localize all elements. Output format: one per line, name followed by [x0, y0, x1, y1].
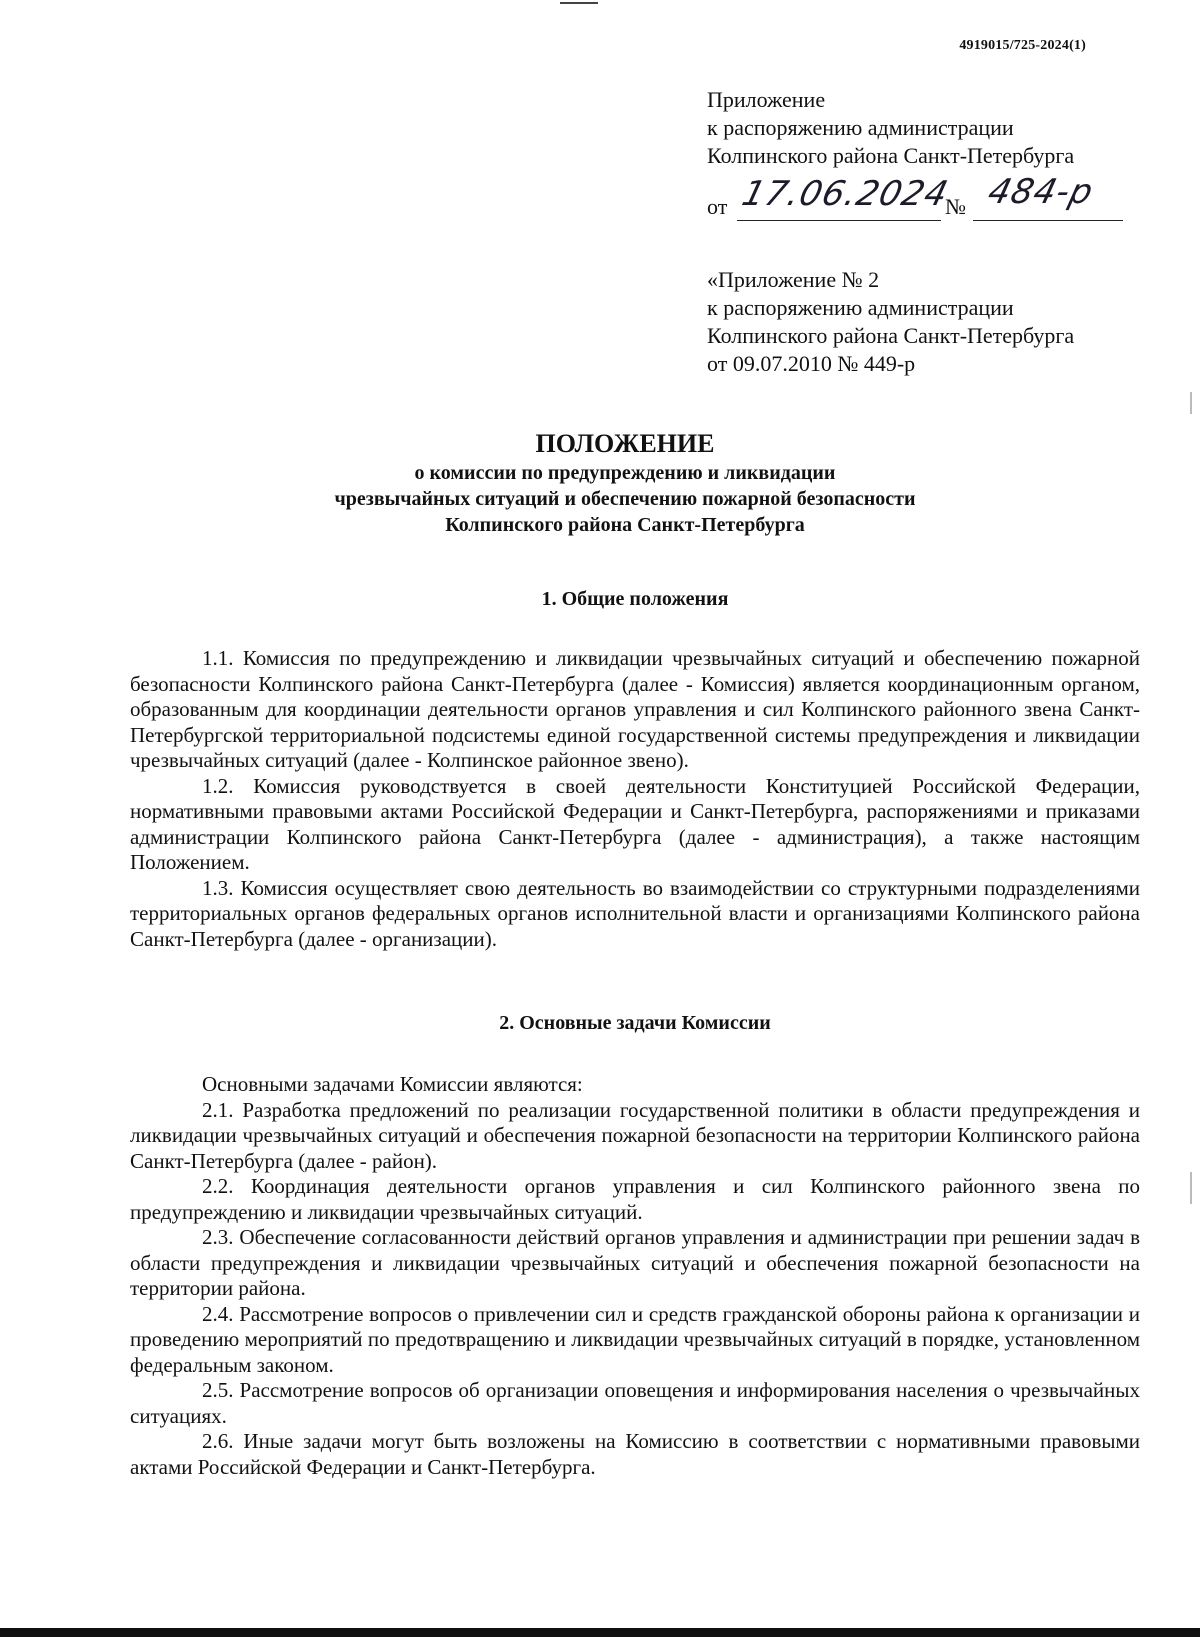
- appendix-line: Колпинского района Санкт-Петербурга: [707, 143, 1075, 168]
- section-heading-general: 1. Общие положения: [541, 588, 729, 610]
- title-main: ПОЛОЖЕНИЕ: [535, 429, 715, 458]
- date-underline: [737, 220, 941, 221]
- appendix-line: Приложение: [707, 87, 826, 112]
- title-line: Колпинского района Санкт-Петербурга: [445, 514, 805, 536]
- appendix-line: от 09.07.2010 № 449-р: [707, 351, 916, 376]
- paragraph: 1.2. Комиссия руководствуется в своей деятельности Конституцией Российской Федерации, нормативными правовыми актами Российской Федерации и Санкт-Петербурга, распоряжениями и приказами администрации Колпинского района Санкт-Петербурга (далее - администрация), а также настоящим Положением.: [130, 773, 1140, 874]
- paragraph: Основными задачами Комиссии являются:: [202, 1072, 583, 1096]
- scan-edge-mark: [1190, 392, 1192, 414]
- title-line: чрезвычайных ситуаций и обеспечению пожарной безопасности: [334, 488, 916, 510]
- number-underline: [973, 220, 1123, 221]
- number-prefix: №: [945, 194, 966, 219]
- appendix-original-block: [707, 266, 1074, 378]
- appendix-line: к распоряжению администрации: [707, 115, 1014, 140]
- paragraph: 2.4. Рассмотрение вопросов о привлечении сил и средств гражданской обороны района к организации и проведению мероприятий по предотвращению и ликвидации чрезвычайных ситуаций в порядке, установленном федеральным законом.: [130, 1301, 1140, 1377]
- paragraph: 1.3. Комиссия осуществляет свою деятельность во взаимодействии со структурными подразделениями территориальных органов федеральных органов исполнительной власти и организациями Колпинского района Санкт-Петербурга (далее - организации).: [130, 875, 1140, 951]
- appendix-line: «Приложение № 2: [707, 267, 880, 292]
- paragraph: 2.3. Обеспечение согласованности действий органов управления и администрации при решении задач в области предупреждения и ликвидации чрезвычайных ситуаций и обеспечения пожарной безопасности на территории района.: [130, 1225, 1140, 1300]
- scan-bottom-border: [0, 1628, 1200, 1637]
- document-title: [200, 428, 1050, 538]
- scan-edge-mark: [1190, 1172, 1192, 1204]
- appendix-line: Колпинского района Санкт-Петербурга: [707, 323, 1075, 348]
- title-line: о комиссии по предупреждению и ликвидации: [414, 462, 836, 484]
- paragraph: 2.2. Координация деятельности органов управления и сил Колпинского районного звена по предупреждению и ликвидации чрезвычайных ситуаций.: [130, 1174, 1140, 1224]
- section-tasks-body: [130, 1072, 1140, 1480]
- paragraph: 1.1. Комиссия по предупреждению и ликвидации чрезвычайных ситуаций и обеспечению пожарной безопасности Колпинского района Санкт-Петербурга (далее - Комиссия) является координационным органом, образованным для координации деятельности органов управления и сил Колпинского районного звена Санкт-Петербургской территориальной подсистемы единой государственной системы предупреждения и ликвидации чрезвычайных ситуаций (далее - Колпинское районное звено).: [130, 646, 1140, 772]
- appendix-date-number-line: [707, 172, 1127, 238]
- appendix-current-block: [707, 86, 1074, 170]
- top-scan-rule: [560, 2, 598, 4]
- section-general-body: [130, 646, 1140, 952]
- paragraph: 2.5. Рассмотрение вопросов об организации оповещения и информирования населения о чрезвычайных ситуациях.: [130, 1378, 1140, 1428]
- date-prefix: от: [707, 194, 728, 219]
- appendix-line: к распоряжению администрации: [707, 295, 1014, 320]
- section-heading-tasks: 2. Основные задачи Комиссии: [499, 1012, 771, 1034]
- document-registration-number: 4919015/725-2024(1): [959, 38, 1086, 53]
- paragraph: 2.6. Иные задачи могут быть возложены на Комиссию в соответствии с нормативными правовыми актами Российской Федерации и Санкт-Петербурга.: [130, 1429, 1140, 1479]
- paragraph: 2.1. Разработка предложений по реализации государственной политики в области предупреждения и ликвидации чрезвычайных ситуаций и обеспечения пожарной безопасности на территории Колпинского района Санкт-Петербурга (далее - район).: [130, 1097, 1140, 1173]
- handwritten-date: 17.06.2024: [738, 174, 953, 214]
- handwritten-number: 484-р: [984, 172, 1098, 212]
